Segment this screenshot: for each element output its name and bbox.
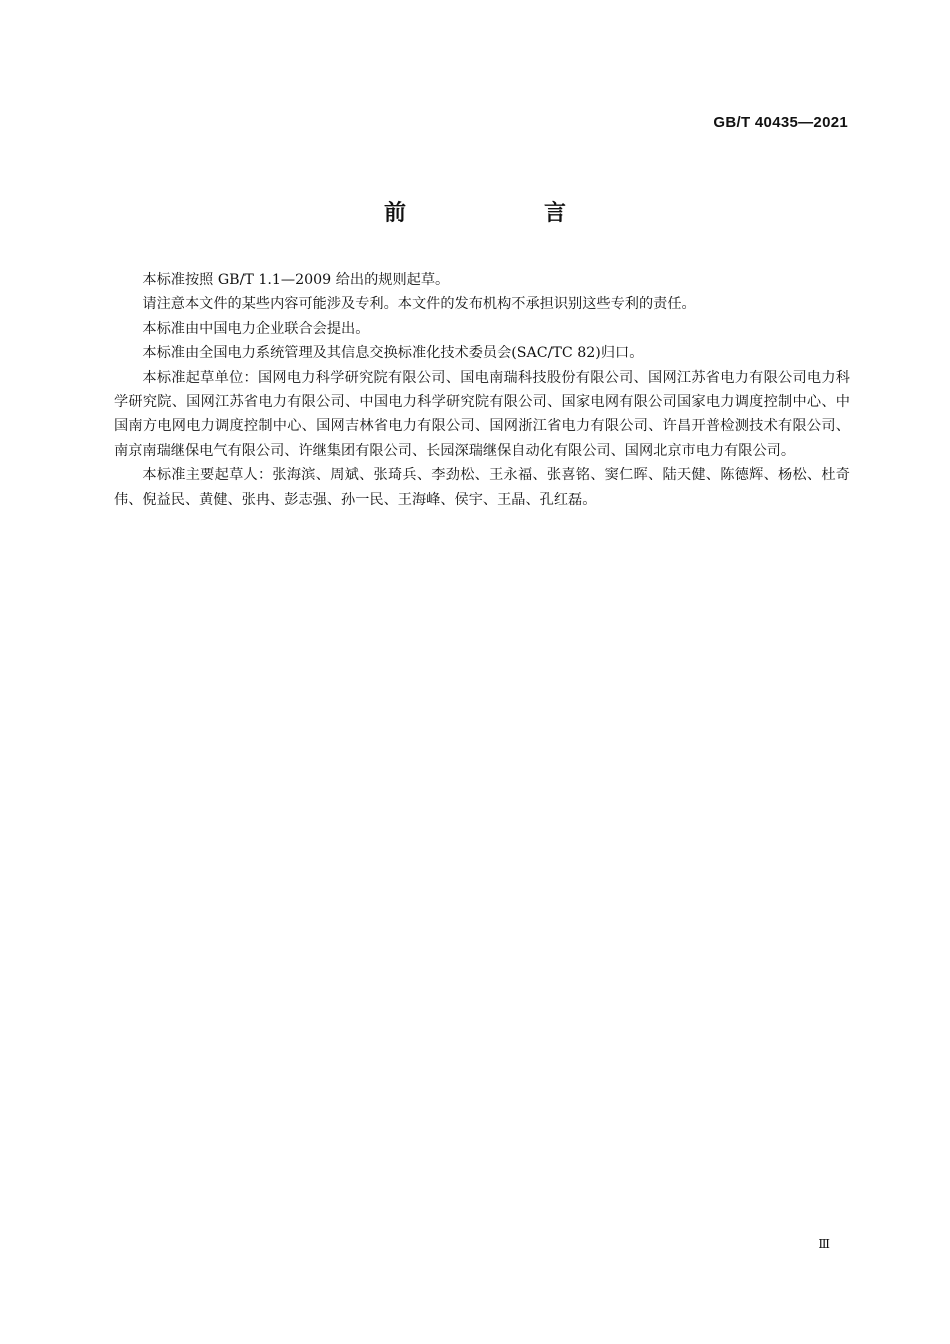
- paragraph-committee: 本标准由全国电力系统管理及其信息交换标准化技术委员会(SAC/TC 82)归口。: [142, 345, 644, 362]
- paragraph-drafting-rules: 本标准按照 GB/T 1.1—2009 给出的规则起草。: [142, 272, 450, 288]
- paragraph-patent-notice: 请注意本文件的某些内容可能涉及专利。本文件的发布机构不承担识别这些专利的责任。: [142, 296, 696, 313]
- page-number: Ⅲ: [818, 1237, 830, 1251]
- paragraph-drafters: 本标准主要起草人：张海滨、周斌、张琦兵、李劲松、王永福、张喜铭、窦仁晖、陆天健、陈德辉、杨松、杜奇伟、倪益民、黄健、张冉、彭志强、孙一民、王海峰、侯宇、王晶、孔红磊。: [114, 467, 850, 508]
- foreword-body: [114, 268, 850, 512]
- page-title: 前 言: [383, 201, 624, 226]
- paragraph-drafting-units: 本标准起草单位：国网电力科学研究院有限公司、国电南瑞科技股份有限公司、国网江苏省电力有限公司电力科学研究院、国网江苏省电力有限公司、中国电力科学研究院有限公司、国家电网有限公司国家电力调度控制中心、中国南方电网电力调度控制中心、国网吉林省电力有限公司、国网浙江省电力有限公司、许昌开普检测技术有限公司、南京南瑞继保电气有限公司、许继集团有限公司、长园深瑞继保自动化有限公司、国网北京市电力有限公司。: [114, 369, 850, 459]
- standard-code: GB/T 40435—2021: [713, 114, 848, 131]
- paragraph-proposer: 本标准由中国电力企业联合会提出。: [142, 320, 370, 337]
